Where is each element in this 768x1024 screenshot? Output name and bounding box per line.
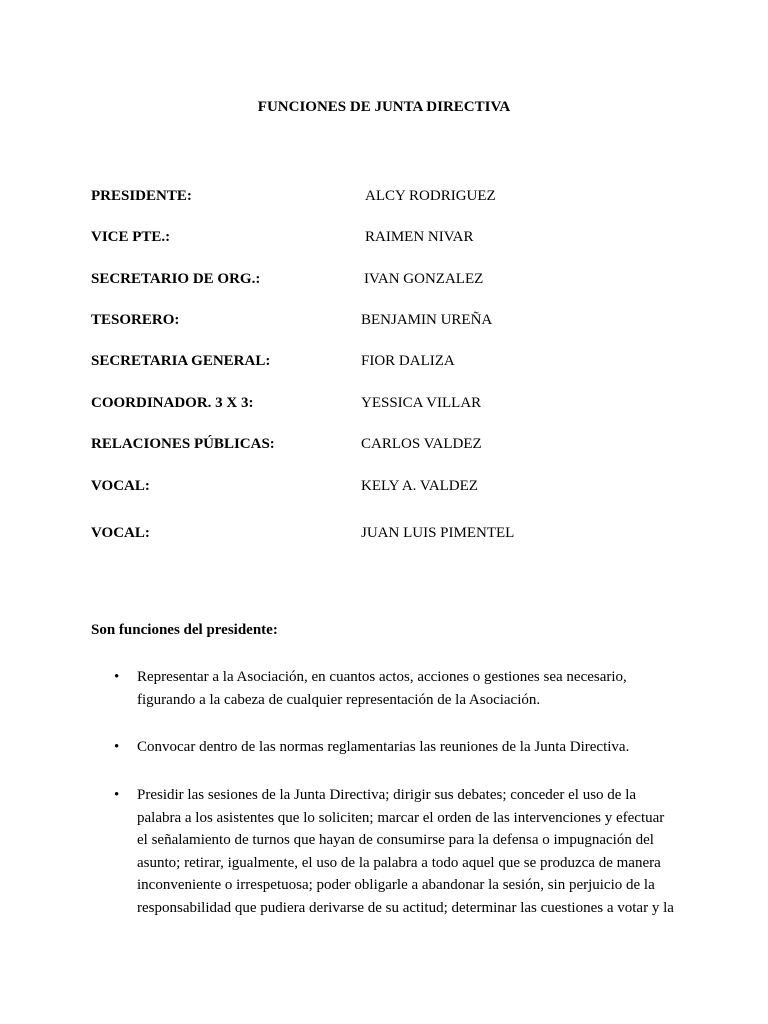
- text-line: Presidir las sesiones de la Junta Directiva; dirigir sus debates; conceder el uso de la: [137, 787, 637, 803]
- list-item-text: [137, 666, 682, 711]
- roster-role: VOCAL:: [91, 478, 150, 494]
- roster-role: TESORERO:: [91, 312, 180, 328]
- bullet-marker: •: [114, 787, 120, 803]
- bullet-marker: •: [114, 739, 120, 755]
- roster-row: [91, 478, 691, 498]
- text-line: asunto; retirar, igualmente, el uso de la palabra a todo aquel que se produzca de manera: [137, 854, 661, 871]
- roster-role: VOCAL:: [91, 525, 150, 541]
- roster-role: RELACIONES PÚBLICAS:: [91, 436, 275, 452]
- list-item-text: [137, 736, 682, 759]
- text-line: responsabilidad que pudiera derivarse de su actitud; determinar las cuestiones a votar y la: [137, 899, 674, 916]
- roster-role: VICE PTE.:: [91, 229, 171, 245]
- text-line: el señalamiento de turnos que hayan de consumirse para la defensa o impugnación del: [137, 832, 654, 848]
- document-title: FUNCIONES DE JUNTA DIRECTIVA: [257, 99, 511, 115]
- roster-row: [91, 188, 691, 208]
- roster-row: [91, 525, 691, 545]
- bullet-marker: •: [114, 669, 120, 685]
- text-line: inconveniente o irrespetuosa; poder obligarle a abandonar la sesión, sin perjuicio de la: [137, 877, 655, 893]
- roster-member: IVAN GONZALEZ: [364, 271, 484, 287]
- roster-row: [91, 229, 691, 249]
- roster-member: CARLOS VALDEZ: [361, 436, 482, 452]
- roster-member: BENJAMIN UREÑA: [361, 312, 493, 328]
- roster-role: SECRETARIO DE ORG.:: [91, 271, 261, 287]
- text-line: figurando a la cabeza de cualquier representación de la Asociación.: [137, 691, 541, 708]
- roster-row: [91, 271, 691, 291]
- roster-role: SECRETARIA GENERAL:: [91, 353, 271, 369]
- roster-member: YESSICA VILLAR: [361, 395, 482, 411]
- roster-row: [91, 312, 691, 332]
- roster-role: PRESIDENTE:: [91, 188, 192, 204]
- roster-member: ALCY RODRIGUEZ: [365, 188, 496, 204]
- roster-row: [91, 436, 691, 456]
- text-line: palabra a los asistentes que lo soliciten; marcar el orden de las intervenciones y efectuar: [137, 809, 665, 826]
- roster-member: FIOR DALIZA: [361, 353, 455, 369]
- roster-member: KELY A. VALDEZ: [361, 478, 478, 494]
- list-item-text: [137, 784, 682, 919]
- section-heading: Son funciones del presidente:: [91, 622, 278, 638]
- roster-row: [91, 395, 691, 415]
- text-line: Representar a la Asociación, en cuantos actos, acciones o gestiones sea necesario,: [137, 669, 627, 685]
- roster-row: [91, 353, 691, 373]
- roster-member: RAIMEN NIVAR: [365, 229, 474, 245]
- roster-role: COORDINADOR. 3 X 3:: [91, 395, 254, 411]
- roster-member: JUAN LUIS PIMENTEL: [361, 525, 515, 541]
- text-line: Convocar dentro de las normas reglamentarias las reuniones de la Junta Directiva.: [137, 739, 630, 755]
